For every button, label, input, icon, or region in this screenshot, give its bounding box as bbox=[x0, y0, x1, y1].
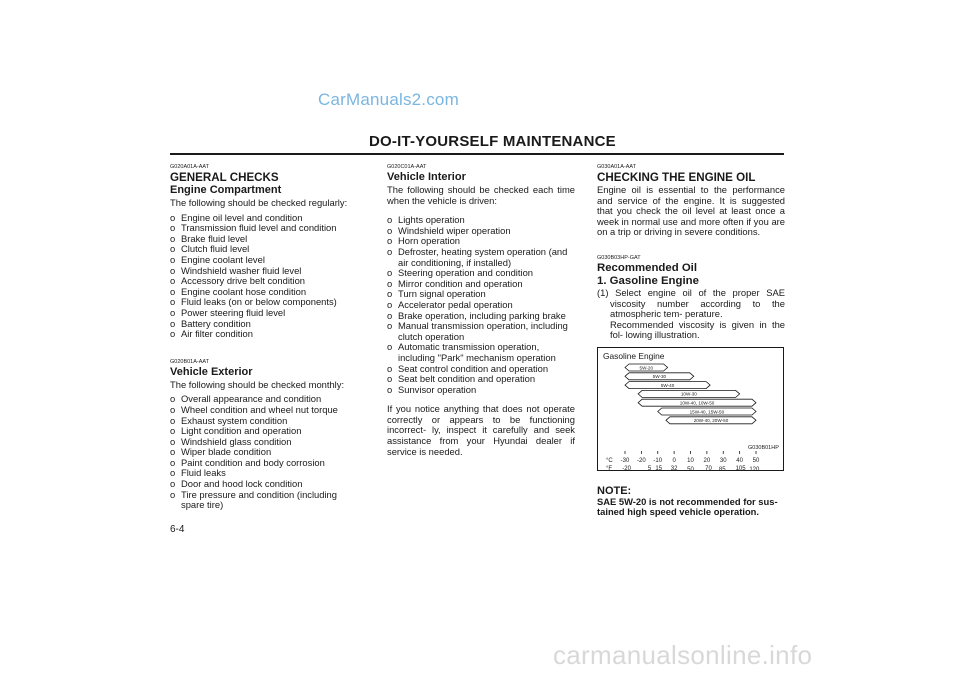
fahrenheit-tick-label: 5 bbox=[647, 466, 652, 472]
list-item: o Engine coolant level bbox=[170, 255, 350, 266]
watermark-carmanualsonline: carmanualsonline.info bbox=[553, 640, 813, 670]
engine-compartment-checklist bbox=[170, 213, 350, 340]
viscosity-chart bbox=[597, 347, 784, 471]
list-item: o Engine oil level and condition bbox=[170, 213, 350, 224]
fahrenheit-tick-label: -20 bbox=[622, 466, 631, 472]
section-code: G030A01A-AAT bbox=[597, 164, 637, 170]
fahrenheit-label: °F bbox=[606, 466, 613, 472]
column-vehicle-interior bbox=[387, 164, 575, 461]
celsius-tick-label: 50 bbox=[752, 458, 760, 464]
celsius-tick-label: -10 bbox=[653, 458, 663, 464]
list-item: o Horn operation bbox=[387, 236, 575, 247]
viscosity-bar-label: 5W-20 bbox=[639, 365, 654, 371]
column-general-checks bbox=[170, 164, 350, 511]
list-item: o Windshield wiper operation bbox=[387, 226, 575, 237]
celsius-tick-label: 0 bbox=[672, 458, 676, 464]
list-item: o Transmission fluid level and condition bbox=[170, 223, 350, 234]
list-item: o Door and hood lock condition bbox=[170, 479, 350, 490]
list-item: o Sunvisor operation bbox=[387, 385, 575, 396]
list-item: o Tire pressure and condition (including spare tire) bbox=[170, 490, 350, 511]
list-item: o Seat belt condition and operation bbox=[387, 374, 575, 385]
celsius-tick-label: 20 bbox=[703, 458, 711, 464]
note-text: SAE 5W-20 is not recommended for sus- tained high speed vehicle operation. bbox=[597, 495, 778, 518]
viscosity-bar-label: 10W-40, 10W-50 bbox=[679, 400, 715, 406]
list-item: o Fluid leaks bbox=[170, 468, 350, 479]
viscosity-bar-label: 20W-40, 20W-50 bbox=[693, 418, 729, 424]
step-1-text: (1) Select engine oil of the proper SAE viscosity number according to the atmospheric tem- perature. bbox=[597, 286, 785, 320]
list-item: o Seat control condition and operation bbox=[387, 364, 575, 375]
closing-text: If you notice anything that does not operate correctly or appears to be functioning incorrect- ly, inspect it carefully and seek assistance from your Hyundai dealer if service is needed. bbox=[387, 403, 575, 457]
fahrenheit-tick-label: 120 bbox=[749, 467, 760, 472]
celsius-tick-label: 10 bbox=[687, 458, 694, 464]
list-item: o Light condition and operation bbox=[170, 426, 350, 437]
fahrenheit-tick-label: 70 bbox=[705, 466, 712, 472]
section-title-checking-engine-oil: CHECKING THE ENGINE OIL bbox=[597, 171, 756, 184]
viscosity-bar-label: 15W-40, 15W-50 bbox=[689, 409, 725, 415]
fahrenheit-tick-label: 32 bbox=[670, 466, 678, 472]
figure-code: G030B01HP bbox=[748, 445, 779, 451]
viscosity-bar-label: 10W-30 bbox=[680, 391, 697, 397]
section-code: G020C01A-AAT bbox=[387, 164, 427, 170]
column-engine-oil bbox=[597, 164, 785, 341]
viscosity-chart-svg bbox=[598, 348, 785, 472]
list-item: o Battery condition bbox=[170, 319, 350, 330]
watermark-carmanuals2: CarManuals2.com bbox=[318, 90, 459, 109]
fahrenheit-tick-label: 50 bbox=[687, 467, 694, 472]
list-item: o Wheel condition and wheel nut torque bbox=[170, 405, 350, 416]
page-header-title: DO-IT-YOURSELF MAINTENANCE bbox=[369, 133, 616, 150]
intro-text: The following should be checked regularly: bbox=[170, 197, 348, 208]
list-item: o Lights operation bbox=[387, 215, 575, 226]
list-item: o Power steering fluid level bbox=[170, 308, 350, 319]
section-title-general-checks: GENERAL CHECKS bbox=[170, 171, 279, 184]
list-item: o Defroster, heating system operation (and air conditioning, if installed) bbox=[387, 247, 575, 268]
celsius-tick-label: 40 bbox=[736, 458, 743, 464]
note-title: NOTE: bbox=[597, 485, 632, 497]
celsius-label: °C bbox=[606, 458, 613, 464]
engine-oil-paragraph: Engine oil is essential to the performance and service of the engine. It is suggested that you check the oil level at least once a week in normal use and more often if you are on a trip or driving in severe conditions. bbox=[597, 184, 785, 238]
viscosity-bar-label: 5W-30 bbox=[652, 374, 667, 380]
fahrenheit-tick-label: 15 bbox=[655, 466, 663, 472]
celsius-tick-label: -20 bbox=[637, 458, 646, 464]
list-item: o Paint condition and body corrosion bbox=[170, 458, 350, 469]
list-item: o Turn signal operation bbox=[387, 289, 575, 300]
subsection-title-engine-compartment: Engine Compartment bbox=[170, 184, 282, 196]
viscosity-bars bbox=[625, 364, 756, 424]
celsius-tick-label: 30 bbox=[719, 458, 727, 464]
subsection-title-gasoline-engine: 1. Gasoline Engine bbox=[597, 274, 699, 287]
list-item: o Windshield washer fluid level bbox=[170, 266, 350, 277]
fahrenheit-tick-label: 85 bbox=[718, 467, 726, 472]
section-title-vehicle-exterior: Vehicle Exterior bbox=[170, 365, 253, 378]
list-item: o Automatic transmission operation, including "Park" mechanism operation bbox=[387, 342, 575, 363]
section-title-vehicle-interior: Vehicle Interior bbox=[387, 171, 466, 183]
list-item: o Accessory drive belt condition bbox=[170, 276, 350, 287]
vehicle-exterior-checklist bbox=[170, 394, 350, 511]
section-code: G020A01A-AAT bbox=[170, 164, 210, 170]
list-item: o Manual transmission operation, including clutch operation bbox=[387, 321, 575, 342]
step-1-viscosity-text: Recommended viscosity is given in the fol- lowing illustration. bbox=[610, 318, 785, 341]
list-item: o Wiper blade condition bbox=[170, 447, 350, 458]
list-item: o Fluid leaks (on or below components) bbox=[170, 297, 350, 308]
viscosity-bar-label: 5W-40 bbox=[660, 382, 675, 388]
list-item: o Brake operation, including parking brake bbox=[387, 311, 575, 322]
list-item: o Mirror condition and operation bbox=[387, 279, 575, 290]
chart-title: Gasoline Engine bbox=[603, 351, 665, 361]
section-code: G020B01A-AAT bbox=[170, 358, 210, 365]
list-item: o Air filter condition bbox=[170, 329, 350, 340]
temperature-ticks bbox=[621, 451, 760, 472]
list-item: o Overall appearance and condition bbox=[170, 394, 350, 405]
list-item: o Engine coolant hose condition bbox=[170, 287, 350, 298]
list-item: o Accelerator pedal operation bbox=[387, 300, 575, 311]
list-item: o Brake fluid level bbox=[170, 234, 350, 245]
vehicle-interior-checklist bbox=[387, 215, 575, 395]
note-block bbox=[597, 480, 785, 518]
celsius-tick-label: -30 bbox=[620, 458, 630, 464]
list-item: o Clutch fluid level bbox=[170, 244, 350, 255]
fahrenheit-tick-label: 105 bbox=[735, 466, 746, 472]
section-title-recommended-oil: Recommended Oil bbox=[597, 261, 698, 274]
list-item: o Steering operation and condition bbox=[387, 268, 575, 279]
list-item: o Windshield glass condition bbox=[170, 437, 350, 448]
list-item: o Exhaust system condition bbox=[170, 416, 350, 427]
header-rule bbox=[170, 153, 784, 155]
page-number: 6-4 bbox=[170, 524, 185, 535]
section-code: G030B03HP-GAT bbox=[597, 254, 641, 261]
intro-text: The following should be checked monthly: bbox=[170, 378, 345, 390]
intro-text: The following should be checked each time when the vehicle is driven: bbox=[387, 184, 575, 206]
